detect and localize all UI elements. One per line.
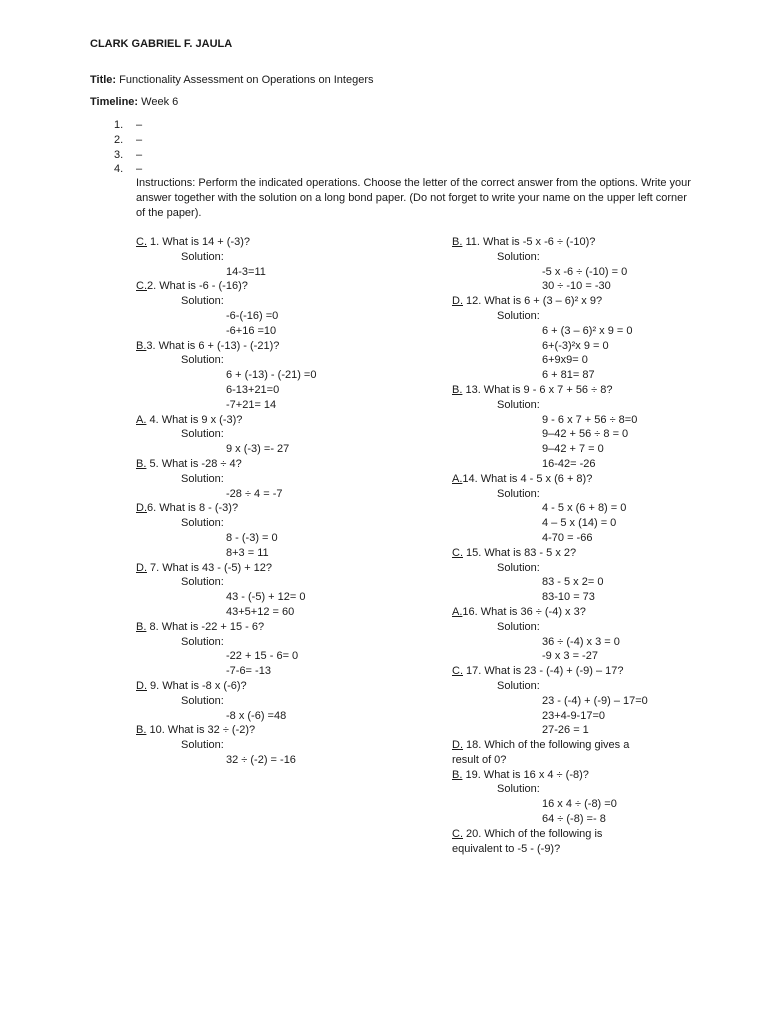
question-text: 20. Which of the following is	[463, 827, 603, 840]
list-text: –	[136, 163, 143, 176]
solution-step: 6-13+21=0	[226, 383, 280, 396]
question-text: 7. What is 43 - (-5) + 12?	[147, 561, 273, 574]
question-text-continued: result of 0?	[452, 753, 507, 766]
solution-step: 43+5+12 = 60	[226, 605, 295, 618]
solution-step: -5 x -6 ÷ (-10) = 0	[542, 265, 628, 278]
solution-label: Solution:	[181, 517, 224, 530]
question-text: 18. Which of the following gives a	[463, 739, 630, 752]
answer-letter: D.	[136, 679, 147, 692]
solution-step: 64 ÷ (-8) =- 8	[542, 813, 606, 826]
solution-step: 6 + 81= 87	[542, 369, 595, 382]
numbered-list	[114, 118, 142, 177]
list-item	[114, 162, 142, 177]
question	[452, 546, 648, 561]
answer-letter: C.	[452, 827, 463, 840]
solution-label: Solution:	[181, 635, 224, 648]
answer-letter: A.	[452, 605, 463, 618]
solution-step: -7+21= 14	[226, 398, 277, 411]
question-text: 1. What is 14 + (-3)?	[147, 236, 251, 248]
question	[452, 294, 648, 309]
solution-label: Solution:	[497, 561, 540, 574]
solution-label: Solution:	[181, 250, 224, 263]
solution-step: 4-70 = -66	[542, 531, 593, 544]
solution-step: 83 - 5 x 2= 0	[542, 576, 604, 589]
title-label: Title:	[90, 74, 117, 86]
solution-label: Solution:	[181, 739, 224, 752]
solution-label: Solution:	[497, 620, 540, 633]
question-text: 11. What is -5 x -6 ÷ (-10)?	[462, 236, 596, 248]
instructions: Instructions: Perform the indicated operations. Choose the letter of the correct answer from the options. Write your answer together with the solution on a long bond paper. (Do not forget to write your name on the upper left corner of the paper).	[136, 177, 691, 219]
question-text: 9. What is -8 x (-6)?	[147, 679, 247, 692]
question-text: 5. What is -28 ÷ 4?	[146, 457, 242, 470]
list-text: –	[136, 133, 143, 146]
answer-letter: A.	[136, 413, 147, 426]
timeline-label: Timeline:	[90, 96, 139, 108]
solution-step: 6 + (3 – 6)² x 9 = 0	[542, 324, 633, 337]
solution-step: -22 + 15 - 6= 0	[226, 650, 299, 663]
question-text: 8. What is -22 + 15 - 6?	[146, 620, 265, 633]
solution-step: -28 ÷ 4 = -7	[226, 487, 283, 500]
solution-step: 4 - 5 x (6 + 8) = 0	[542, 502, 627, 515]
question-text: 15. What is 83 - 5 x 2?	[463, 546, 577, 559]
solution-label: Solution:	[497, 398, 540, 411]
list-item	[114, 118, 142, 133]
solution-label: Solution:	[181, 295, 224, 308]
solution-step: -6+16 =10	[226, 324, 277, 337]
question	[136, 501, 316, 516]
question	[136, 561, 316, 576]
solution-step: 23 - (-4) + (-9) – 17=0	[542, 694, 648, 707]
question	[136, 723, 316, 738]
solution-step: 6+9x9= 0	[542, 354, 588, 367]
solution-label: Solution:	[181, 428, 224, 441]
question	[452, 664, 648, 679]
question-text: 14. What is 4 - 5 x (6 + 8)?	[462, 472, 593, 485]
answer-letter: B.	[136, 724, 147, 737]
right-column	[452, 235, 648, 856]
answer-letter: C.	[136, 280, 147, 293]
solution-label: Solution:	[497, 679, 540, 692]
solution-label: Solution:	[181, 354, 224, 367]
list-number: 1.	[114, 119, 124, 131]
question	[136, 457, 316, 472]
answer-letter: B.	[136, 457, 147, 470]
answer-letter: D.	[136, 502, 147, 515]
question-text: 12. What is 6 + (3 – 6)² x 9?	[463, 295, 603, 308]
author-name: CLARK GABRIEL F. JAULA	[90, 38, 233, 50]
solution-step: -6-(-16) =0	[226, 309, 279, 322]
question	[452, 383, 648, 398]
question	[136, 620, 316, 635]
timeline-line	[90, 95, 178, 110]
solution-step: 9 x (-3) =- 27	[226, 443, 290, 456]
answer-letter: C.	[136, 236, 147, 248]
left-column	[136, 235, 316, 768]
solution-step: 30 ÷ -10 = -30	[542, 280, 611, 293]
solution-step: 36 ÷ (-4) x 3 = 0	[542, 635, 620, 648]
question-text: 17. What is 23 - (-4) + (-9) – 17?	[463, 665, 624, 678]
question-text: 6. What is 8 - (-3)?	[147, 502, 239, 515]
question-text: 13. What is 9 - 6 x 7 + 56 ÷ 8?	[462, 383, 613, 396]
question	[136, 679, 316, 694]
solution-label: Solution:	[497, 309, 540, 322]
question-text: 2. What is -6 - (-16)?	[147, 280, 248, 293]
solution-label: Solution:	[497, 783, 540, 796]
solution-label: Solution:	[181, 694, 224, 707]
answer-letter: B.	[452, 236, 463, 248]
solution-step: 8+3 = 11	[226, 546, 269, 559]
solution-step: 8 - (-3) = 0	[226, 531, 278, 544]
question	[136, 235, 316, 250]
title-line	[90, 73, 374, 88]
timeline-value: Week 6	[141, 96, 179, 108]
solution-label: Solution:	[181, 576, 224, 589]
title-value: Functionality Assessment on Operations on Integers	[119, 74, 374, 86]
solution-step: 6+(-3)²x 9 = 0	[542, 339, 609, 352]
list-number: 3.	[114, 148, 124, 161]
answer-letter: A.	[452, 472, 463, 485]
list-text: –	[136, 148, 143, 161]
solution-step: 32 ÷ (-2) = -16	[226, 753, 296, 766]
question	[452, 768, 648, 783]
question	[452, 827, 648, 842]
solution-step: 27-26 = 1	[542, 724, 589, 737]
question-text: 10. What is 32 ÷ (-2)?	[146, 724, 256, 737]
question-text: 19. What is 16 x 4 ÷ (-8)?	[462, 768, 589, 781]
solution-label: Solution:	[497, 487, 540, 500]
solution-step: 23+4-9-17=0	[542, 709, 605, 722]
solution-label: Solution:	[181, 472, 224, 485]
solution-step: 43 - (-5) + 12= 0	[226, 591, 306, 604]
question-text-continued: equivalent to -5 - (-9)?	[452, 842, 561, 855]
answer-letter: B.	[452, 768, 463, 781]
list-number: 4.	[114, 163, 124, 176]
solution-step: 9–42 + 7 = 0	[542, 443, 604, 456]
answer-letter: C.	[452, 665, 463, 678]
question-text: 3. What is 6 + (-13) - (-21)?	[146, 339, 280, 352]
solution-step: 16 x 4 ÷ (-8) =0	[542, 798, 617, 811]
question	[136, 413, 316, 428]
question	[136, 339, 316, 354]
list-text: –	[136, 119, 143, 131]
solution-step: 9 - 6 x 7 + 56 ÷ 8=0	[542, 413, 638, 426]
answer-letter: C.	[452, 546, 463, 559]
solution-step: 9–42 + 56 ÷ 8 = 0	[542, 428, 629, 441]
question	[452, 472, 648, 487]
answer-letter: B.	[452, 383, 463, 396]
solution-step: 16-42= -26	[542, 457, 596, 470]
solution-step: -9 x 3 = -27	[542, 650, 598, 663]
solution-step: 4 – 5 x (14) = 0	[542, 517, 617, 530]
answer-letter: B.	[136, 339, 147, 352]
question-text: 16. What is 36 ÷ (-4) x 3?	[462, 605, 586, 618]
list-item	[114, 133, 142, 148]
solution-step: 83-10 = 73	[542, 591, 595, 604]
solution-label: Solution:	[497, 250, 540, 263]
answer-letter: D.	[452, 739, 463, 752]
question	[136, 279, 316, 294]
question-text: 4. What is 9 x (-3)?	[146, 413, 243, 426]
answer-letter: D.	[452, 295, 463, 308]
answer-letter: D.	[136, 561, 147, 574]
solution-step: -7-6= -13	[226, 665, 271, 678]
question	[452, 605, 648, 620]
solution-step: 6 + (-13) - (-21) =0	[226, 369, 317, 382]
answer-letter: B.	[136, 620, 147, 633]
solution-step: 14-3=11	[226, 265, 266, 278]
list-item	[114, 148, 142, 163]
list-number: 2.	[114, 133, 124, 146]
solution-step: -8 x (-6) =48	[226, 709, 287, 722]
question	[452, 235, 648, 250]
question	[452, 738, 648, 753]
